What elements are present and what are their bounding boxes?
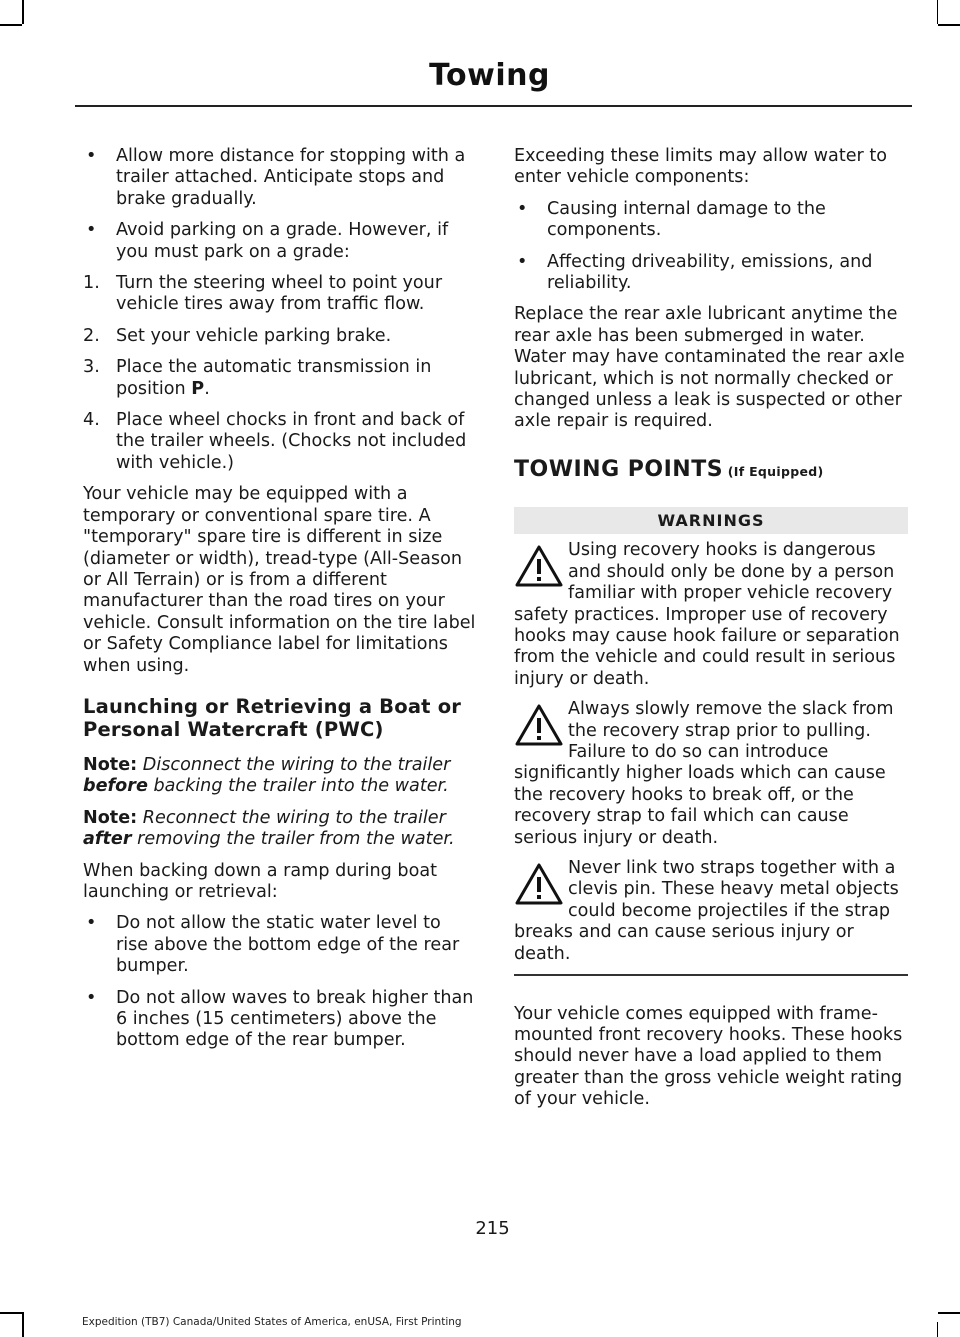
list-item: • Do not allow waves to break higher than 6 inches (15 centimeters) above the bottom edge of the rear bumper. xyxy=(86,987,474,1051)
crop-mark xyxy=(938,24,960,26)
list-item: • Allow more distance for stopping with a trailer attached. Anticipate stops and brake gradually. xyxy=(86,146,466,209)
page-number: 215 xyxy=(475,1218,510,1239)
step-item: 4. Place wheel chocks in front and back of the trailer wheels. (Chocks not included with vehicle.) xyxy=(83,410,467,473)
list-item: • Affecting driveability, emissions, and reliability. xyxy=(517,251,873,294)
bullet-mark: • xyxy=(86,913,97,934)
warning-item: Always slowly remove the slack from the recovery strap prior to pulling. Failure to do so can introduce significantly higher loads which can cause the recovery hooks to break off, or the recovery strap to fail which can cause serious injury or death. xyxy=(514,699,894,848)
bullet-mark: • xyxy=(517,198,528,219)
boat-heading: Launching or Retrieving a Boat or Personal Watercraft (PWC) xyxy=(83,694,462,741)
list-item: • Causing internal damage to the components. xyxy=(517,198,826,241)
step-item: 2. Set your vehicle parking brake. xyxy=(83,325,392,346)
list-item: • Avoid parking on a grade. However, if you must park on a grade: xyxy=(86,220,449,262)
crop-mark xyxy=(0,24,22,26)
right-column xyxy=(514,146,908,1121)
page-title: Towing xyxy=(429,58,550,93)
note: Note: Reconnect the wiring to the trailer after removing the trailer from the water. xyxy=(83,807,455,850)
crop-mark xyxy=(22,1312,24,1337)
bullet-mark: • xyxy=(517,251,528,272)
ramp-intro: When backing down a ramp during boat launching or retrieval: xyxy=(83,860,438,902)
list-item: • Do not allow the static water level to rise above the bottom edge of the rear bumper. xyxy=(86,913,460,977)
crop-mark xyxy=(937,1322,939,1337)
towing-points-heading: TOWING POINTS (If Equipped) xyxy=(514,456,824,482)
crop-mark xyxy=(0,1312,22,1314)
warning-item: Never link two straps together with a clevis pin. These heavy metal objects could become projectiles if the strap breaks and can cause serious injury or death. xyxy=(514,857,899,964)
axle-paragraph: Replace the rear axle lubricant anytime the rear axle has been submerged in water. Water may have contaminated the rear axle lubricant, which is not normally checked or changed unless a leak is suspected or other axle repair is required. xyxy=(514,304,905,432)
hooks-paragraph: Your vehicle comes equipped with frame-mounted front recovery hooks. These hooks should never have a load applied to them greater than the gross vehicle weight rating of your vehicle. xyxy=(514,1003,903,1110)
header-rule xyxy=(75,105,912,107)
bullet-mark: • xyxy=(86,146,97,166)
bullet-mark: • xyxy=(86,987,97,1008)
left-column xyxy=(83,146,476,1062)
footer-text: Expedition (TB7) Canada/United States of America, enUSA, First Printing xyxy=(82,1316,462,1328)
crop-mark xyxy=(22,0,24,24)
warnings-rule xyxy=(514,974,908,976)
step-item: 3. Place the automatic transmission in position P. xyxy=(83,357,432,399)
crop-mark xyxy=(937,0,939,24)
warnings-banner: WARNINGS xyxy=(514,507,908,534)
warning-triangle-icon xyxy=(514,544,564,588)
exceed-paragraph: Exceeding these limits may allow water to enter vehicle components: xyxy=(514,146,888,188)
warning-triangle-icon xyxy=(514,703,564,747)
crop-mark xyxy=(938,1312,960,1314)
note: Note: Disconnect the wiring to the trailer before backing the trailer into the water. xyxy=(83,754,451,797)
step-item: 1. Turn the steering wheel to point your vehicle tires away from traffic flow. xyxy=(83,273,443,315)
warning-item: Using recovery hooks is dangerous and should only be done by a person familiar with proper vehicle recovery safety practices. Improper use of recovery hooks may cause hook failure or separation from the vehicle and could result in serious injury or death. xyxy=(514,540,900,689)
warning-triangle-icon xyxy=(514,862,564,906)
bullet-mark: • xyxy=(86,220,97,241)
spare-tire-paragraph: Your vehicle may be equipped with a temporary or conventional spare tire. A "temporary" spare tire is different in size (diameter or width), tread-type (All-Season or All Terrain) or is from a different manufacturer than the road tires on your vehicle. Consult information on the tire label or Safety Compliance label for limitations when using. xyxy=(83,484,476,676)
